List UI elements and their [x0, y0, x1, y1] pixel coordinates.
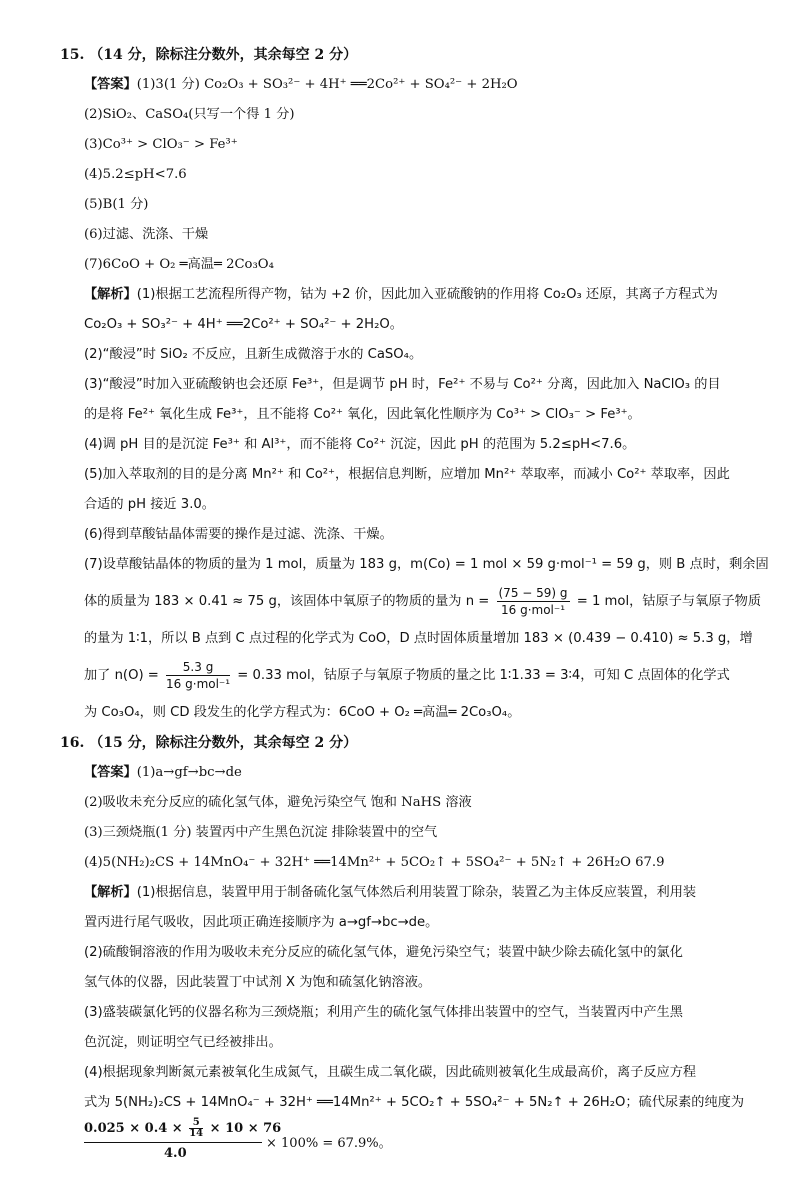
- q15-analysis-4: (4)调 pH 目的是沉淀 Fe³⁺ 和 Al³⁺，而不能将 Co²⁺ 沉淀，因此 pH 的范围为 5.2≤pH<7.6。: [84, 437, 636, 452]
- q15-analysis-7e: 为 Co₃O₄，则 CD 段发生的化学方程式为：6CoO + O₂ ═高温═ 2Co₃O₄。: [84, 705, 521, 720]
- solution-page: [60, 40, 769, 1190]
- fraction-numerator: (75 − 59) g: [498, 585, 568, 600]
- q15-header: 15. （14 分，除标注分数外，其余每空 2 分）: [60, 47, 358, 63]
- q15-answer-5: (5)B(1 分): [84, 197, 149, 212]
- q16-answer-2: (2)吸收未充分反应的硫化氢气体，避免污染空气 饱和 NaHS 溶液: [84, 795, 472, 810]
- inline-fraction-denominator: 14: [189, 1128, 204, 1139]
- q15-analysis-5b: 合适的 pH 接近 3.0。: [84, 497, 215, 512]
- fraction: [166, 659, 230, 692]
- expression-denominator: 4.0: [164, 1146, 187, 1161]
- analysis-label: 【解析】: [84, 885, 137, 900]
- fraction-numerator: 5.3 g: [166, 659, 230, 676]
- text-segment: = 1 mol，钴原子与氧原子物质: [576, 594, 762, 609]
- q15-analysis-3a: (3)“酸浸”时加入亚硫酸钠也会还原 Fe³⁺，但是调节 pH 时，Fe²⁺ 不易与 Co²⁺ 分离，因此加入 NaClO₃ 的目: [84, 377, 721, 392]
- fraction-denominator: 16 g·mol⁻¹: [501, 602, 566, 617]
- numerator-part: × 10 × 76: [209, 1121, 282, 1136]
- q15-analysis-3b: 的是将 Fe²⁺ 氧化生成 Fe³⁺，且不能将 Co²⁺ 氧化，因此氧化性顺序为 Co³⁺ > ClO₃⁻ > Fe³⁺。: [84, 407, 641, 422]
- q16-answer-3: (3)三颈烧瓶(1 分) 装置丙中产生黑色沉淀 排除装置中的空气: [84, 825, 438, 840]
- q16-analysis-3a: (3)盛装碳氯化钙的仪器名称为三颈烧瓶；利用产生的硫化氢气体排出装置中的空气，当装置丙中产生黑: [84, 1005, 683, 1020]
- text-segment: 加了 n(O) =: [84, 668, 159, 683]
- q15-analysis-1b: Co₂O₃ + SO₃²⁻ + 4H⁺ ══2Co²⁺ + SO₄²⁻ + 2H₂O。: [84, 317, 403, 332]
- expression-numerator: [84, 1118, 281, 1140]
- q15-analysis-7c: 的量为 1∶1，所以 B 点到 C 点过程的化学式为 CoO，D 点时固体质量增加 183 × (0.439 − 0.410) ≈ 5.3 g，增: [84, 631, 753, 646]
- q15-analysis-1a: [60, 280, 760, 310]
- analysis-label: 【解析】: [84, 287, 137, 302]
- answer-text: (1)3(1 分) Co₂O₃ + SO₃²⁻ + 4H⁺ ══2Co²⁺ + SO₄²⁻ + 2H₂O: [136, 77, 518, 92]
- answer-text: (1)a→gf→bc→de: [136, 765, 242, 780]
- q15-answer-7: (7)6CoO + O₂ ═高温═ 2Co₃O₄: [84, 257, 274, 272]
- fraction-bar: [84, 1142, 262, 1143]
- analysis-text: (1)根据信息，装置甲用于制备硫化氢气体然后利用装置丁除杂，装置乙为主体反应装置，利用装: [136, 885, 697, 900]
- q15-answer-3: (3)Co³⁺ > ClO₃⁻ > Fe³⁺: [84, 137, 238, 152]
- fraction: [497, 585, 570, 618]
- inline-fraction-numerator: 5: [189, 1118, 203, 1129]
- q15-analysis-7a: (7)设草酸钴晶体的物质的量为 1 mol，质量为 183 g，m(Co) = 1 mol × 59 g·mol⁻¹ = 59 g，则 B 点时，剩余固: [84, 557, 769, 572]
- q16-analysis-2b: 氢气体的仪器，因此装置丁中试剂 X 为饱和硫氢化钠溶液。: [84, 975, 432, 990]
- q15-analysis-7d: [60, 654, 760, 698]
- analysis-text: (1)根据工艺流程所得产物，钴为 +2 价，因此加入亚硫酸钠的作用将 Co₂O₃ 还原，其离子方程式为: [136, 287, 718, 302]
- q15-answer-4: (4)5.2≤pH<7.6: [84, 167, 187, 182]
- q15-analysis-5a: (5)加入萃取剂的目的是分离 Mn²⁺ 和 Co²⁺，根据信息判断，应增加 Mn²⁺ 萃取率，而减小 Co²⁺ 萃取率，因此: [84, 467, 730, 482]
- text-segment: 体的质量为 183 × 0.41 ≈ 75 g，该固体中氧原子的物质的量为 n =: [84, 594, 490, 609]
- answer-label: 【答案】: [84, 765, 137, 780]
- q16-header: 16. （15 分，除标注分数外，其余每空 2 分）: [60, 735, 358, 751]
- q15-answer-2: (2)SiO₂、CaSO₄(只写一个得 1 分): [84, 107, 295, 122]
- numerator-part: 0.025 × 0.4 ×: [84, 1121, 183, 1136]
- expression-result: × 100% = 67.9%。: [266, 1136, 392, 1151]
- q16-analysis-1a: [60, 878, 760, 908]
- q15-answer-1: [60, 70, 760, 100]
- inline-fraction: [189, 1118, 203, 1139]
- q16-answer-4: (4)5(NH₂)₂CS + 14MnO₄⁻ + 32H⁺ ══14Mn²⁺ + 5CO₂↑ + 5SO₄²⁻ + 5N₂↑ + 26H₂O 67.9: [84, 855, 665, 870]
- q16-analysis-4a: (4)根据现象判断氮元素被氧化生成氮气，且碳生成二氧化碳，因此硫则被氧化生成最高价，离子反应方程: [84, 1065, 697, 1080]
- text-segment: = 0.33 mol，钴原子与氧原子物质的量之比 1∶1.33 = 3∶4，可知 C 点固体的化学式: [237, 668, 730, 683]
- answer-label: 【答案】: [84, 77, 137, 92]
- q16-analysis-3b: 色沉淀，则证明空气已经被排出。: [84, 1035, 282, 1050]
- q15-analysis-2: (2)“酸浸”时 SiO₂ 不反应，且新生成微溶于水的 CaSO₄。: [84, 347, 423, 362]
- fraction-denominator: 16 g·mol⁻¹: [166, 676, 231, 691]
- q16-analysis-1b: 置丙进行尾气吸收，因此项正确连接顺序为 a→gf→bc→de。: [84, 915, 439, 930]
- q16-analysis-4b: 式为 5(NH₂)₂CS + 14MnO₄⁻ + 32H⁺ ══14Mn²⁺ + 5CO₂↑ + 5SO₄²⁻ + 5N₂↑ + 26H₂O；硫代尿素的纯度为: [84, 1095, 745, 1110]
- purity-expression: [60, 1118, 760, 1190]
- q15-answer-6: (6)过滤、洗涤、干燥: [84, 227, 209, 242]
- q15-analysis-6: (6)得到草酸钴晶体需要的操作是过滤、洗涤、干燥。: [84, 527, 393, 542]
- q16-answer-1: [60, 758, 760, 788]
- q15-analysis-7b: [60, 580, 760, 624]
- q16-analysis-2a: (2)硫酸铜溶液的作用为吸收未充分反应的硫化氢气体，避免污染空气；装置中缺少除去硫化氢中的氯化: [84, 945, 683, 960]
